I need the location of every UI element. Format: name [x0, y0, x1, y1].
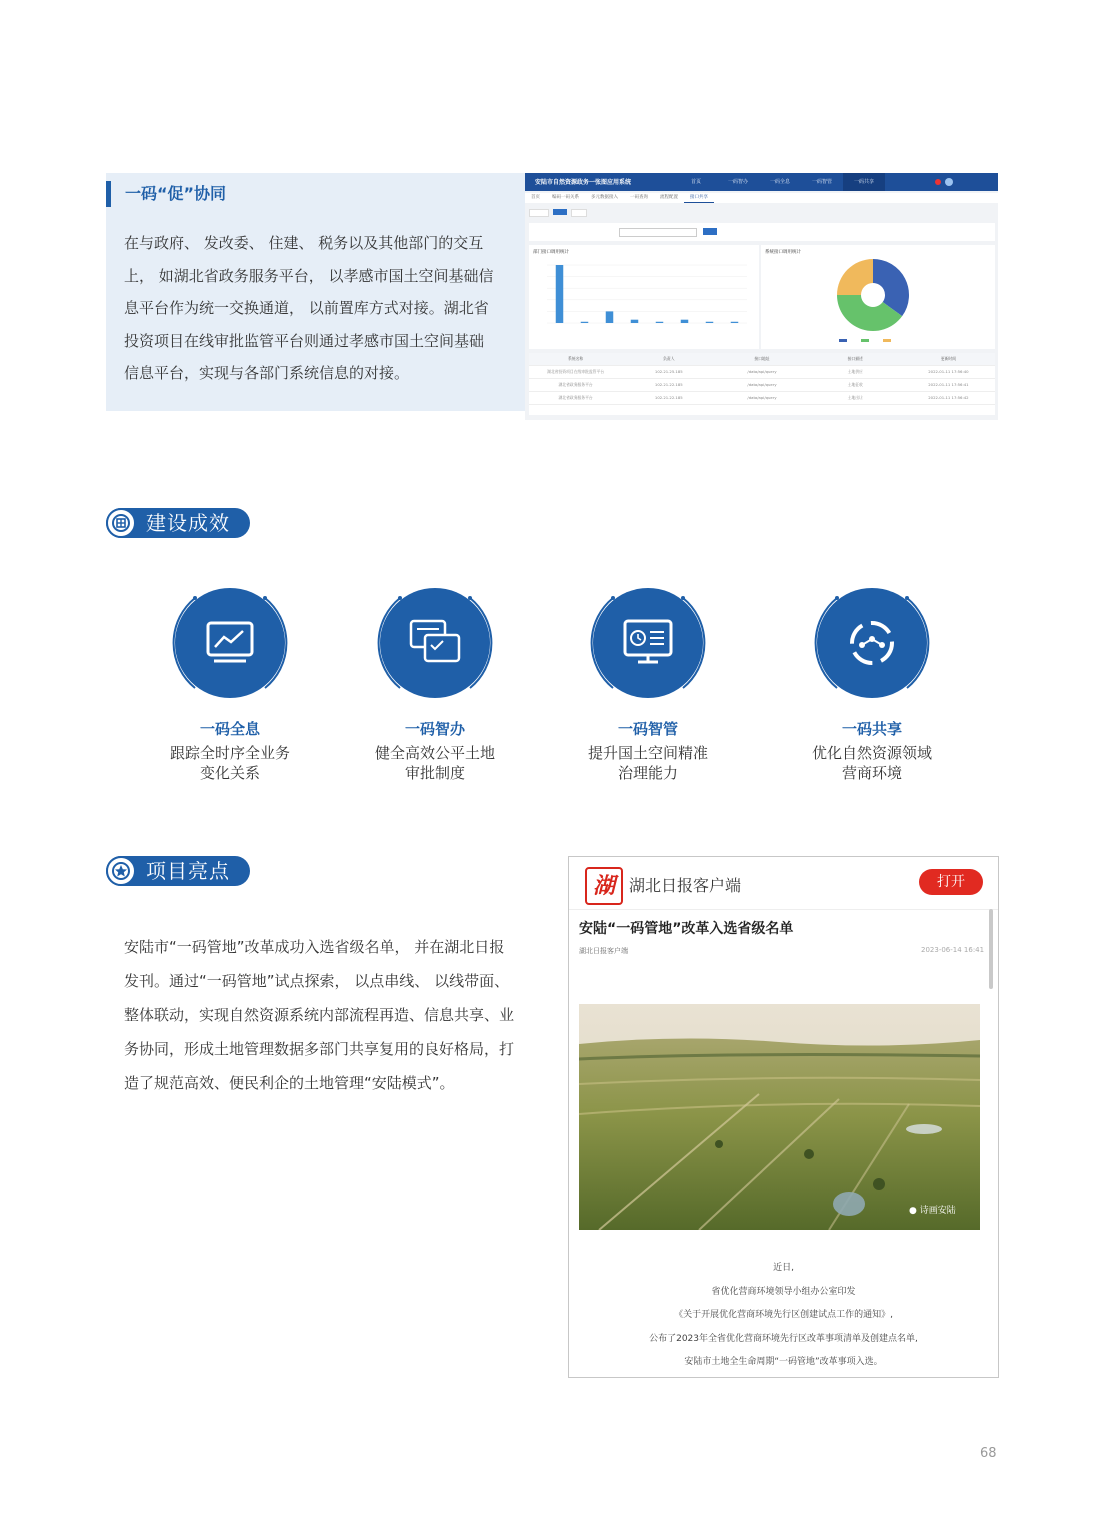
collab-title: 一码“促”协同 [106, 181, 226, 207]
collab-text [124, 227, 508, 390]
screenshot-search-bar [529, 223, 995, 241]
highlights-line: 整体联动，实现自然资源系统内部流程再造、信息共享、业 [124, 1006, 515, 1024]
screenshot-subtab[interactable]: 流程配置 [660, 195, 678, 200]
achievements-heading-text: 建设成效 [146, 511, 230, 535]
highlights-text [124, 930, 536, 1100]
table-row[interactable]: 湖北省投资项目在线审批监管平台 102.21.25.185 /data/api/query 土地供应 2022-01-11 17:56:40 [529, 366, 995, 379]
documents-check-icon [405, 613, 465, 673]
collab-line: 在与政府、 发改委、 住建、 税务以及其他部门的交互 [124, 234, 484, 252]
screenshot-query-button[interactable] [703, 228, 717, 235]
bar [631, 320, 639, 323]
table-row[interactable]: 湖北省政务服务平台 102.21.22.185 /data/api/query 土地征收 2022-01-11 17:56:41 [529, 379, 995, 392]
achievements-heading [106, 508, 250, 538]
bar [656, 322, 664, 323]
screenshot-subtab-active[interactable]: 接口共享 [684, 193, 714, 203]
screenshot-nav-item[interactable]: 首页 [690, 179, 701, 185]
table-row[interactable]: 湖北省政务服务平台 102.21.22.185 /data/api/query 土地出让 2022-01-11 17:56:42 [529, 392, 995, 405]
highlights-line: 发刊。通过“一码管地”试点探索， 以点串线、 以线带面、 [124, 972, 510, 990]
achievement-title: 一码智办 [404, 720, 465, 738]
screenshot-subtab[interactable]: 多元数据接入 [591, 195, 618, 200]
highlights-line: 造了规范高效、便民利企的土地管理“安陆模式”。 [124, 1074, 455, 1092]
bar [556, 265, 564, 323]
achievement-item [130, 578, 330, 783]
notification-icon[interactable] [935, 179, 941, 185]
user-avatar[interactable] [945, 178, 953, 186]
highlights-heading [106, 856, 250, 886]
news-app-name: 湖北日报客户端 [629, 876, 742, 895]
achievement-item [772, 578, 972, 783]
system-chart-title: 系统接口调用统计 [765, 250, 801, 255]
achievement-badge [807, 578, 937, 708]
screenshot-subtabs [525, 193, 998, 203]
collab-line: 投资项目在线审批监管平台则通过孝感市国土空间基础 [124, 331, 485, 350]
system-screenshot [525, 173, 998, 420]
screenshot-nav-item[interactable]: 一码全息 [769, 179, 790, 185]
achievement-item [335, 578, 535, 783]
screenshot-filter-row [529, 207, 995, 217]
line-chart-monitor-icon [200, 613, 260, 673]
news-headline: 安陆“一码管地”改革入选省级名单 [579, 921, 794, 937]
achievement-title: 一码全息 [199, 720, 260, 738]
bar [681, 320, 689, 323]
news-paragraph: 公布了2023年全省优化营商环境先行区改革事项清单及创建点名单, [649, 1333, 918, 1344]
achievement-desc: 跟踪全时序全业务 变化关系 [169, 744, 290, 782]
screenshot-subtab[interactable]: 一码查询 [630, 195, 648, 200]
farmland-aerial-photo [579, 1004, 980, 1230]
news-paragraph: 《关于开展优化营商环境先行区创建试点工作的通知》, [674, 1310, 893, 1320]
screenshot-topbar [525, 173, 998, 191]
dept-bar-chart [529, 255, 759, 349]
grid-icon [106, 508, 136, 538]
dept-chart-panel [529, 245, 759, 349]
bar [606, 311, 614, 323]
wechat-icon: ● [909, 1206, 917, 1216]
table-header: 系统名称 负责人 接口地址 接口描述 更新时间 [529, 353, 995, 366]
bar [581, 322, 589, 323]
news-date: 2023-06-14 16:41 [921, 946, 985, 954]
dashboard-clock-icon [618, 613, 678, 673]
bar [706, 322, 714, 323]
scrollbar[interactable] [989, 909, 993, 989]
open-app-button[interactable]: 打开 [919, 869, 983, 895]
achievement-item [548, 578, 748, 783]
achievement-badge [165, 578, 295, 708]
achievement-desc: 健全高效公平土地 审批制度 [374, 744, 495, 782]
achievement-badge [370, 578, 500, 708]
screenshot-subtab[interactable]: 首页 [531, 195, 540, 200]
collab-line: 上， 如湖北省政务服务平台， 以孝感市国土空间基础信 [124, 266, 494, 285]
achievement-desc: 提升国土空间精准 治理能力 [587, 744, 708, 782]
news-paragraph: 省优化营商环境领导小组办公室印发 [711, 1286, 856, 1297]
system-chart-panel [761, 245, 995, 349]
highlights-line: 安陆市“一码管地”改革成功入选省级名单， 并在湖北日报 [124, 938, 505, 956]
star-badge-icon [106, 856, 136, 886]
highlights-heading-text: 项目亮点 [146, 859, 230, 883]
hubei-daily-logo: 湖 [585, 867, 623, 905]
news-body [569, 1257, 998, 1375]
donut-slice [837, 259, 873, 295]
achievement-title: 一码共享 [841, 720, 902, 738]
share-network-icon [842, 613, 902, 673]
news-watermark: ● 诗画安陆 [909, 1206, 956, 1216]
news-source: 湖北日报客户端 [579, 947, 628, 955]
screenshot-app-title: 安陆市自然资源政务一张图应用系统 [535, 179, 632, 186]
interface-table [529, 353, 995, 415]
news-article-screenshot [568, 856, 999, 1378]
news-paragraph: 近日, [773, 1263, 794, 1273]
screenshot-nav-item[interactable]: 一码智管 [811, 179, 832, 185]
dept-chart-title: 部门接口调用统计 [533, 250, 569, 255]
news-paragraph: 安陆市土地全生命周期“一码管地”改革事项入选。 [684, 1357, 883, 1367]
screenshot-nav-item[interactable]: 一码智办 [727, 179, 748, 185]
screenshot-nav [675, 173, 885, 191]
highlights-line: 务协同，形成土地管理数据多部门共享复用的良好格局，打 [124, 1040, 515, 1058]
achievement-title: 一码智管 [617, 720, 678, 738]
achievement-desc: 优化自然资源领域 营商环境 [811, 744, 932, 782]
page-number: 68 [980, 1446, 997, 1461]
collab-line: 信息平台，实现与各部门系统信息的对接。 [124, 364, 410, 382]
bar [731, 322, 739, 323]
achievement-badge [583, 578, 713, 708]
system-donut-chart [761, 245, 995, 349]
screenshot-nav-item-active[interactable]: 一码共享 [843, 173, 885, 191]
collab-line: 息平台作为统一交换通道， 以前置库方式对接。湖北省 [124, 299, 489, 317]
screenshot-subtab[interactable]: 编码一码关系 [552, 195, 579, 200]
